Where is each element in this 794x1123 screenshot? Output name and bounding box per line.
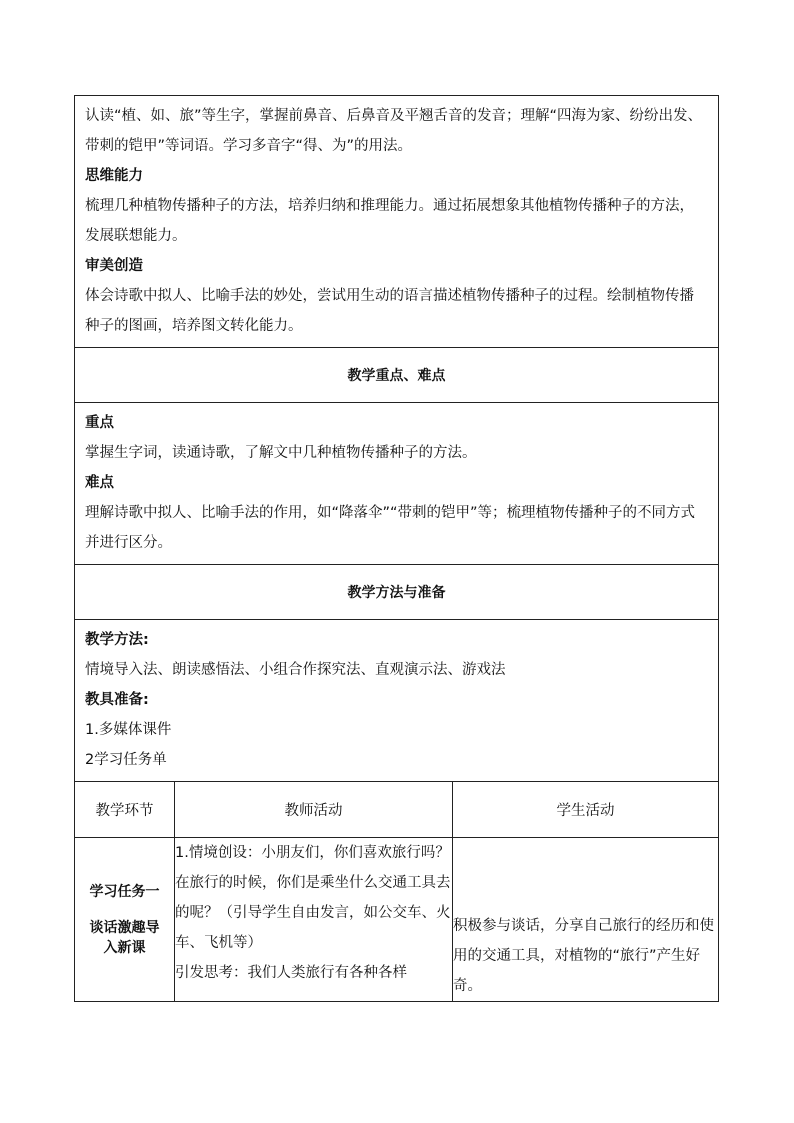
methods-cell bbox=[75, 620, 719, 782]
task1-row bbox=[75, 838, 719, 1002]
task1-student-cell bbox=[453, 838, 719, 1002]
task1-teacher-cell bbox=[175, 838, 453, 1002]
difficulty-heading: 难点 bbox=[85, 475, 114, 491]
column-header-teacher: 教师活动 bbox=[175, 782, 453, 838]
column-header-stage: 教学环节 bbox=[75, 782, 175, 838]
process-header-row bbox=[75, 782, 719, 838]
task1-student-text: 积极参与谈话，分享自己旅行的经历和使用的交通工具，对植物的“旅行”产生好奇。 bbox=[453, 918, 714, 994]
method-heading: 教学方法: bbox=[85, 632, 149, 648]
task1-teacher-text: 1.情境创设：小朋友们，你们喜欢旅行吗？在旅行的时候，你们是乘坐什么交通工具去的呢？（引导学生自由发言，如公交车、火车、飞机等） bbox=[175, 845, 451, 951]
aesthetic-text: 体会诗歌中拟人、比喻手法的妙处，尝试用生动的语言描述植物传播种子的过程。绘制植物传播种子的图画，培养图文转化能力。 bbox=[85, 288, 694, 334]
focus-text: 掌握生字词，读通诗歌，了解文中几种植物传播种子的方法。 bbox=[85, 445, 477, 461]
task1-stage-cell bbox=[75, 838, 175, 1002]
tools-heading: 教具准备: bbox=[85, 692, 149, 708]
thinking-text: 梳理几种植物传播种子的方法，培养归纳和推理能力。通过拓展想象其他植物传播种子的方法，发展联想能力。 bbox=[85, 198, 694, 244]
methods-title: 教学方法与准备 bbox=[75, 565, 719, 620]
lesson-plan-table bbox=[74, 95, 719, 1002]
method-text: 情境导入法、朗读感悟法、小组合作探究法、直观演示法、游戏法 bbox=[85, 662, 506, 678]
methods-row bbox=[75, 620, 719, 782]
goals-intro-text: 认读“植、如、旅”等生字，掌握前鼻音、后鼻音及平翘舌音的发音；理解“四海为家、纷纷出发、带刺的铠甲”等词语。学习多音字“得、为”的用法。 bbox=[85, 108, 703, 154]
goals-cell bbox=[75, 96, 719, 348]
task1-name: 学习任务一 bbox=[89, 883, 160, 900]
key-points-title-row bbox=[75, 348, 719, 403]
focus-heading: 重点 bbox=[85, 415, 114, 431]
methods-title-row bbox=[75, 565, 719, 620]
aesthetic-heading: 审美创造 bbox=[85, 258, 143, 274]
key-points-title: 教学重点、难点 bbox=[75, 348, 719, 403]
key-points-cell bbox=[75, 403, 719, 565]
tool-item: 2学习任务单 bbox=[85, 752, 167, 768]
key-points-row bbox=[75, 403, 719, 565]
difficulty-text: 理解诗歌中拟人、比喻手法的作用，如“降落伞”“带刺的铠甲”等；梳理植物传播种子的不同方式并进行区分。 bbox=[85, 505, 696, 551]
task1-subtitle: 谈话激趣导入新课 bbox=[89, 919, 160, 956]
thinking-heading: 思维能力 bbox=[85, 168, 143, 184]
goals-row bbox=[75, 96, 719, 348]
task1-teacher-text-2: 引发思考：我们人类旅行有各种各样 bbox=[175, 965, 407, 981]
column-header-student: 学生活动 bbox=[453, 782, 719, 838]
tool-item: 1.多媒体课件 bbox=[85, 722, 172, 738]
